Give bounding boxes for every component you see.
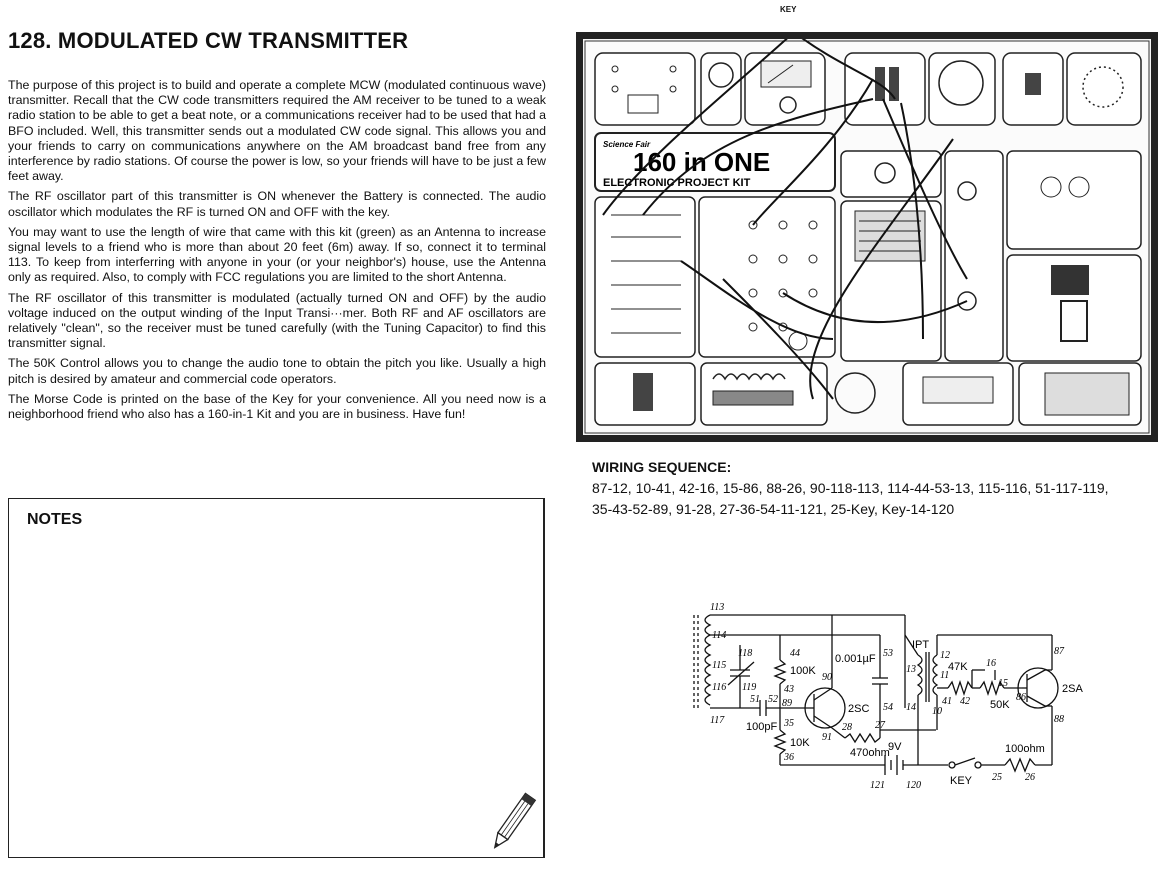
svg-text:16: 16 (986, 658, 996, 669)
svg-text:114: 114 (712, 630, 727, 641)
pencil-icon (487, 789, 537, 857)
project-description (8, 78, 546, 427)
svg-text:13: 13 (906, 664, 916, 675)
label-50k: 50K (990, 699, 1010, 711)
svg-text:25: 25 (992, 772, 1002, 783)
notes-title: NOTES (27, 511, 83, 528)
label-10k: 10K (790, 737, 810, 749)
label-100pf: 100pF (746, 721, 778, 733)
label-9v: 9V (888, 741, 902, 753)
key-top-label: KEY (780, 5, 797, 14)
paragraph-rf-oscillator: The RF oscillator part of this transmitter is ON whenever the Battery is connected. The audio oscillator which modulates the RF is turned ON and OFF with the key. (8, 189, 546, 219)
svg-text:10: 10 (932, 706, 942, 717)
page-title: 128. MODULATED CW TRANSMITTER (8, 28, 409, 53)
paragraph-intro: The purpose of this project is to build and operate a complete MCW (modulated continuous wave) transmitter. Recall that the CW code transmitters required the AM receiver to be tuned to a weak radio station to be able to get a beat note, or a communications receiver had to be used that had a BFO included. Well, this transmitter sends out a modulated CW code signal. This allows you and your friends to carry on communications anywhere on the AM broadcast band free from any interference by radio stations. Of course the power is low, so your friends will have to be just a few feet away. (8, 78, 546, 184)
kit-board-illustration (576, 32, 1158, 442)
svg-text:87: 87 (1054, 646, 1064, 657)
svg-text:90: 90 (822, 672, 832, 683)
logo-subtitle: ELECTRONIC PROJECT KIT (603, 177, 751, 189)
label-47k: 47K (948, 661, 968, 673)
svg-text:120: 120 (906, 780, 921, 791)
svg-text:91: 91 (822, 732, 832, 743)
svg-text:54: 54 (883, 702, 893, 713)
notes-box (8, 498, 545, 858)
svg-text:121: 121 (870, 780, 885, 791)
svg-text:44: 44 (790, 648, 800, 659)
svg-text:11: 11 (940, 670, 950, 681)
svg-text:41: 41 (942, 696, 952, 707)
label-2sa: 2SA (1062, 683, 1083, 695)
svg-text:119: 119 (742, 682, 757, 693)
circuit-schematic (680, 590, 1100, 800)
svg-text:116: 116 (712, 682, 727, 693)
svg-text:14: 14 (906, 702, 916, 713)
wiring-sequence-text: 87-12, 10-41, 42-16, 15-86, 88-26, 90-118-113, 114-44-53-13, 115-116, 51-117-119, 35-43-52-89, 91-28, 27-36-54-11-121, 25-Key, Key-14-120 (592, 480, 1109, 517)
brand-label: Science Fair (603, 140, 651, 149)
label-ipt: IPT (912, 639, 930, 651)
label-100k: 100K (790, 665, 816, 677)
paragraph-modulation: The RF oscillator of this transmitter is modulated (actually turned ON and OFF) by the audio voltage induced on the output winding of the Input Transi···mer. Both RF and AF oscillators are relatively "clean", so the receiver must be tuned carefully (with the Tuning Capacitor) to find this transmitter signal. (8, 290, 546, 351)
paragraph-control: The 50K Control allows you to change the audio tone to obtain the pitch you like. Usually a high pitch is desired by amateur and commercial code operators. (8, 356, 546, 386)
label-key: KEY (950, 775, 973, 787)
label-100ohm: 100ohm (1005, 743, 1045, 755)
svg-text:51: 51 (750, 694, 760, 705)
label-2sc: 2SC (848, 703, 870, 715)
svg-text:118: 118 (738, 648, 753, 659)
svg-text:52: 52 (768, 694, 778, 705)
paragraph-antenna: You may want to use the length of wire that came with this kit (green) as an Antenna to increase signal levels to a friend who is more than about 20 feet (6m) away. If so, connect it to terminal 113. To keep from interferring with anyone in your (or your neighbor's) house, use the Antenna only as required. Also, to comply with FCC regulations you are limited to the short Antenna. (8, 224, 546, 285)
svg-text:35: 35 (784, 718, 794, 729)
svg-text:88: 88 (1054, 714, 1064, 725)
svg-text:86: 86 (1016, 692, 1026, 703)
kit-board-drawing (583, 39, 1151, 435)
paragraph-morse: The Morse Code is printed on the base of the Key for your convenience. All you need now is a neighborhood friend who also has a 160-in-1 Kit and you are in business. Have fun! (8, 391, 546, 422)
svg-text:12: 12 (940, 650, 950, 661)
svg-text:43: 43 (784, 684, 794, 695)
logo-label: 160 in ONE (633, 147, 771, 177)
label-0001uf: 0.001µF (835, 653, 876, 665)
svg-text:15: 15 (998, 678, 1008, 689)
svg-text:27: 27 (875, 720, 885, 731)
svg-text:36: 36 (784, 752, 794, 763)
label-470ohm: 470ohm (850, 747, 890, 759)
svg-text:53: 53 (883, 648, 893, 659)
svg-text:89: 89 (782, 698, 792, 709)
svg-text:28: 28 (842, 722, 852, 733)
svg-text:117: 117 (710, 715, 725, 726)
wiring-sequence-title: WIRING SEQUENCE: (592, 459, 732, 475)
svg-text:42: 42 (960, 696, 970, 707)
svg-text:26: 26 (1025, 772, 1035, 783)
svg-text:115: 115 (712, 660, 727, 671)
svg-text:113: 113 (710, 602, 725, 613)
